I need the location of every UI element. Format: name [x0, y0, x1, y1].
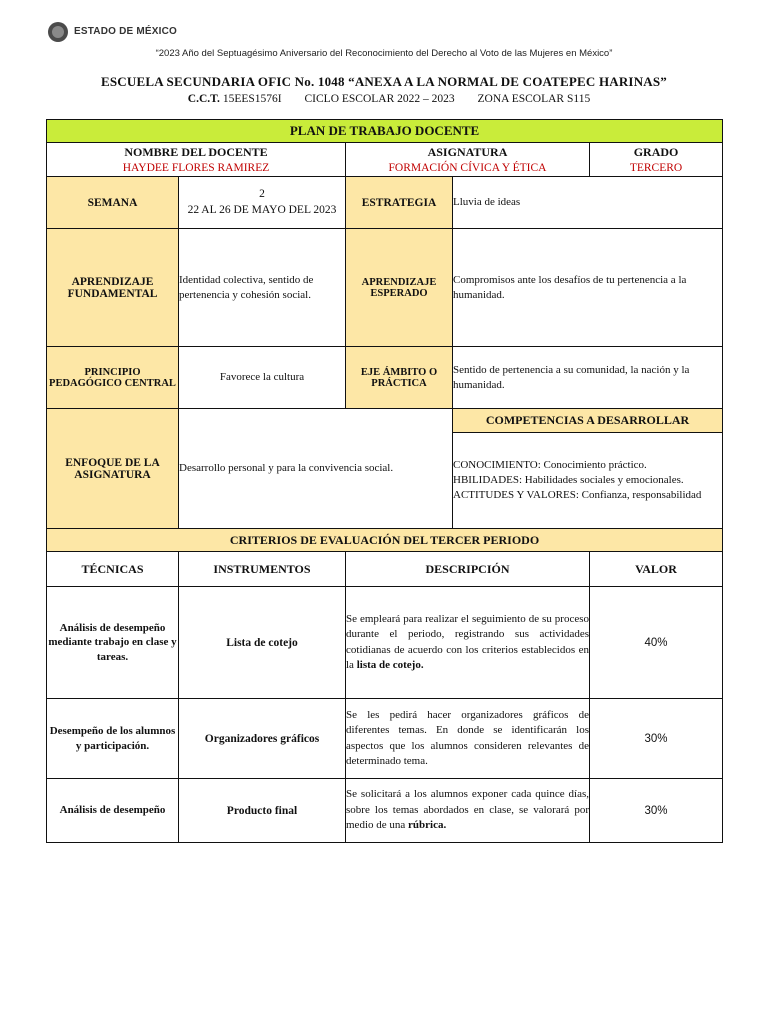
- week-value: [179, 177, 346, 229]
- column-header: TÉCNICAS: [47, 552, 179, 587]
- technique-cell: Desempeño de los alumnos y participación.: [47, 699, 179, 779]
- grade-value: TERCERO: [629, 162, 683, 174]
- instrument-cell: Lista de cotejo: [179, 587, 346, 699]
- column-header: DESCRIPCIÓN: [346, 552, 590, 587]
- state-seal-icon: [48, 22, 68, 42]
- grade-label: GRADO: [633, 145, 679, 159]
- teacher-cell: [47, 143, 346, 177]
- school-name: ESCUELA SECUNDARIA OFIC No. 1048 “ANEXA A LA NORMAL DE COATEPEC HARINAS”: [100, 74, 668, 89]
- description-text: Se les pedirá hacer organizadores gráficos de diferentes temas. En donde se identificarán los aspectos que los alumnos consideren relevantes de determinado tema.: [346, 708, 589, 767]
- teacher-value: HAYDEE FLORES RAMIREZ: [122, 162, 270, 174]
- description-cell: [346, 587, 590, 699]
- plan-title: PLAN DE TRABAJO DOCENTE: [47, 120, 723, 143]
- expected-value: Compromisos ante los desafíos de tu pertenencia a la humanidad.: [453, 229, 723, 347]
- state-name: ESTADO DE MÉXICO: [74, 26, 178, 37]
- subject-label: ASIGNATURA: [427, 145, 508, 159]
- teacher-label: NOMBRE DEL DOCENTE: [124, 145, 268, 159]
- table-row: [47, 587, 723, 699]
- axis-value: Sentido de pertenencia a su comunidad, la nación y la humanidad.: [453, 347, 723, 409]
- strategy-label: ESTRATEGIA: [346, 177, 453, 229]
- strategy-value: Lluvia de ideas: [453, 177, 723, 229]
- description-cell: [346, 699, 590, 779]
- grade-cell: [590, 143, 723, 177]
- week-dates: 22 AL 26 DE MAYO DEL 2023: [187, 203, 337, 216]
- table-row: [47, 779, 723, 843]
- motto: “2023 Año del Septuagésimo Aniversario del Reconocimiento del Derecho al Voto de las Mujeres en México”: [155, 48, 613, 59]
- letterhead: [46, 18, 722, 70]
- technique-cell: Análisis de desempeño: [47, 779, 179, 843]
- instrument-cell: Organizadores gráficos: [179, 699, 346, 779]
- school-meta: [46, 93, 722, 105]
- week-number: 2: [259, 187, 265, 200]
- approach-value: Desarrollo personal y para la convivencia social.: [179, 409, 453, 529]
- instrument-cell: Producto final: [179, 779, 346, 843]
- value-cell: 30%: [590, 699, 723, 779]
- technique-cell: Análisis de desempeño mediante trabajo en clase y tareas.: [47, 587, 179, 699]
- expected-label: APRENDIZAJE ESPERADO: [346, 229, 453, 347]
- subject-cell: [346, 143, 590, 177]
- description-text: Se empleará para realizar el seguimiento de su proceso durante el periodo, registrando sus actividades cotidianas de acuerdo con los criterios establecidos en la: [346, 612, 589, 671]
- week-label: SEMANA: [47, 177, 179, 229]
- description-emphasis: lista de cotejo.: [356, 658, 424, 671]
- school-cycle: CICLO ESCOLAR 2022 – 2023: [304, 93, 455, 105]
- value-cell: 40%: [590, 587, 723, 699]
- fundamental-value: Identidad colectiva, sentido de pertenencia y cohesión social.: [179, 229, 346, 347]
- subject-value: FORMACIÓN CÍVICA Y ÉTICA: [388, 162, 547, 174]
- table-row: [47, 699, 723, 779]
- competency-item: HBILIDADES: Habilidades sociales y emocionales.: [453, 474, 684, 487]
- axis-label: EJE ÁMBITO O PRÁCTICA: [346, 347, 453, 409]
- competencies-label: COMPETENCIAS A DESARROLLAR: [453, 409, 723, 433]
- competencies-list: [453, 433, 723, 529]
- column-header: VALOR: [590, 552, 723, 587]
- value-cell: 30%: [590, 779, 723, 843]
- principle-label: PRINCIPIO PEDAGÓGICO CENTRAL: [47, 347, 179, 409]
- competency-item: CONOCIMIENTO: Conocimiento práctico.: [453, 459, 647, 472]
- plan-table: [46, 119, 723, 843]
- cct-label: C.C.T.: [187, 93, 220, 105]
- principle-value: Favorece la cultura: [179, 347, 346, 409]
- column-header: INSTRUMENTOS: [179, 552, 346, 587]
- description-cell: [346, 779, 590, 843]
- competency-item: ACTITUDES Y VALORES: Confianza, responsabilidad: [453, 488, 702, 501]
- approach-label: ENFOQUE DE LA ASIGNATURA: [47, 409, 179, 529]
- fundamental-label: APRENDIZAJE FUNDAMENTAL: [47, 229, 179, 347]
- cct-value: 15EES1576I: [222, 93, 282, 105]
- description-text: Se solicitará a los alumnos exponer cada quince días, sobre los temas abordados en clase, se valorará por medio de una: [346, 788, 589, 832]
- school-zone: ZONA ESCOLAR S115: [477, 93, 591, 105]
- criteria-title: CRITERIOS DE EVALUACIÓN DEL TERCER PERIODO: [47, 529, 723, 552]
- description-emphasis: rúbrica.: [408, 819, 447, 832]
